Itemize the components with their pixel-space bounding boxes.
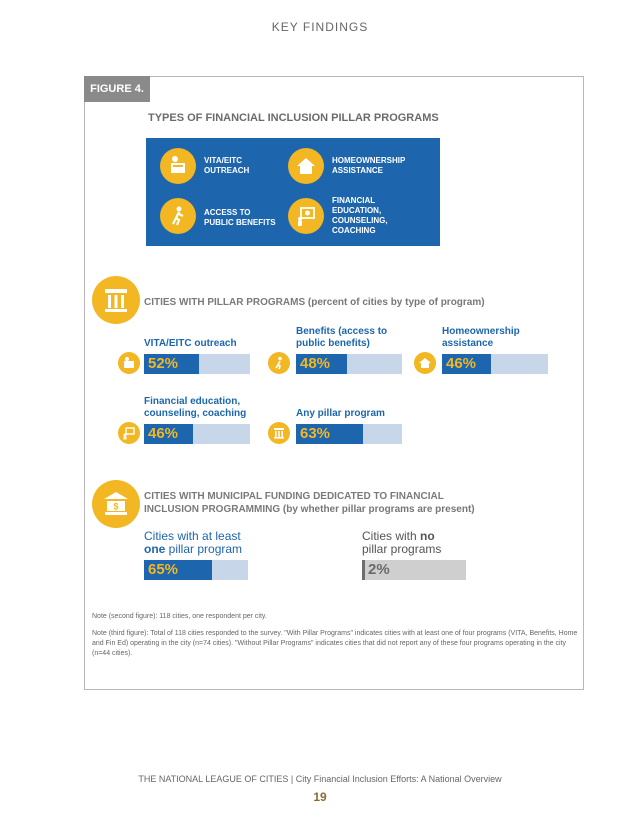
- with-pillar-percent: 65%: [148, 561, 179, 578]
- stat-percent: 46%: [148, 425, 179, 442]
- section1-title: [144, 296, 485, 309]
- stat-label: Homeownership assistance: [442, 326, 520, 349]
- without-pillar-label-line1: Cities with: [362, 529, 421, 543]
- section1-title-main: CITIES WITH PILLAR PROGRAMS: [144, 297, 306, 308]
- ledger-icon: [160, 148, 196, 184]
- stat-label: Financial education, counseling, coaching: [144, 396, 247, 419]
- with-pillar-label-line1: Cities with at least: [144, 529, 241, 543]
- pillar-label: ACCESS TO PUBLIC BENEFITS: [204, 208, 276, 227]
- pillar-label: HOMEOWNERSHIP ASSISTANCE: [332, 156, 406, 175]
- with-pillar-label: [144, 530, 242, 556]
- figure-title: TYPES OF FINANCIAL INCLUSION PILLAR PROGRAMS: [148, 112, 439, 124]
- columns-icon: [92, 276, 140, 324]
- stat-bar: [296, 424, 402, 444]
- pillar-label: FINANCIAL EDUCATION, COUNSELING, COACHING: [332, 196, 388, 235]
- stat-label: Benefits (access to public benefits): [296, 326, 388, 349]
- stat-percent: 63%: [300, 425, 331, 442]
- without-pillar-label-line2: pillar programs: [362, 542, 442, 556]
- page-footer: THE NATIONAL LEAGUE OF CITIES | City Financial Inclusion Efforts: A National Overview: [138, 774, 502, 784]
- svg-text:$: $: [113, 501, 119, 512]
- stat-bar: [144, 354, 250, 374]
- presentation-icon: [288, 198, 324, 234]
- stat-percent: 52%: [148, 355, 179, 372]
- without-pillar-label: [362, 530, 441, 556]
- walking-person-icon: [268, 352, 290, 374]
- page-number: 19: [313, 790, 327, 804]
- figure-tag: FIGURE 4.: [84, 76, 150, 102]
- stat-bar: [296, 354, 402, 374]
- section2-title-line1: CITIES WITH MUNICIPAL FUNDING DEDICATED TO FINANCIAL: [144, 491, 444, 502]
- without-pillar-bar-fill: [362, 560, 365, 580]
- section2-title-line2: INCLUSION PROGRAMMING: [144, 504, 281, 515]
- walking-person-icon: [160, 198, 196, 234]
- stat-percent: 46%: [446, 355, 477, 372]
- with-pillar-label-rest: pillar program: [165, 542, 243, 556]
- stat-bar: [442, 354, 548, 374]
- stat-label: Any pillar program: [296, 408, 385, 419]
- note-second-figure: Note (second figure): 118 cities, one respondent per city.: [92, 613, 267, 620]
- without-pillar-bar: [362, 560, 466, 580]
- ledger-icon: [118, 352, 140, 374]
- columns-icon: [268, 422, 290, 444]
- bank-dollar-icon: [92, 480, 140, 528]
- page-header: KEY FINDINGS: [271, 20, 369, 34]
- with-pillar-label-bold: one: [144, 542, 166, 556]
- section2-subtitle: (by whether pillar programs are present): [282, 504, 475, 515]
- section2-title: [144, 490, 475, 516]
- presentation-icon: [118, 422, 140, 444]
- stat-percent: 48%: [300, 355, 331, 372]
- with-pillar-bar: [144, 560, 248, 580]
- pillar-types-box: [146, 138, 440, 246]
- house-icon: [288, 148, 324, 184]
- without-pillar-percent: 2%: [368, 561, 390, 578]
- stat-bar: [144, 424, 250, 444]
- without-pillar-label-bold: no: [420, 529, 435, 543]
- pillar-label: VITA/EITC OUTREACH: [204, 156, 250, 175]
- stat-label: VITA/EITC outreach: [144, 338, 237, 349]
- house-icon: [414, 352, 436, 374]
- note-third-figure: Note (third figure): Total of 118 cities responded to the survey. "With Pillar Programs" indicates cities with at least one of four programs (VITA, Benefits, Home and Fin Ed) operating in the city (n=74 cities). "Without Pillar Programs" indicates cities that did not report any of these four programs operating in the city (n=44 cities).: [92, 630, 578, 657]
- section1-subtitle: (percent of cities by type of program): [307, 297, 485, 308]
